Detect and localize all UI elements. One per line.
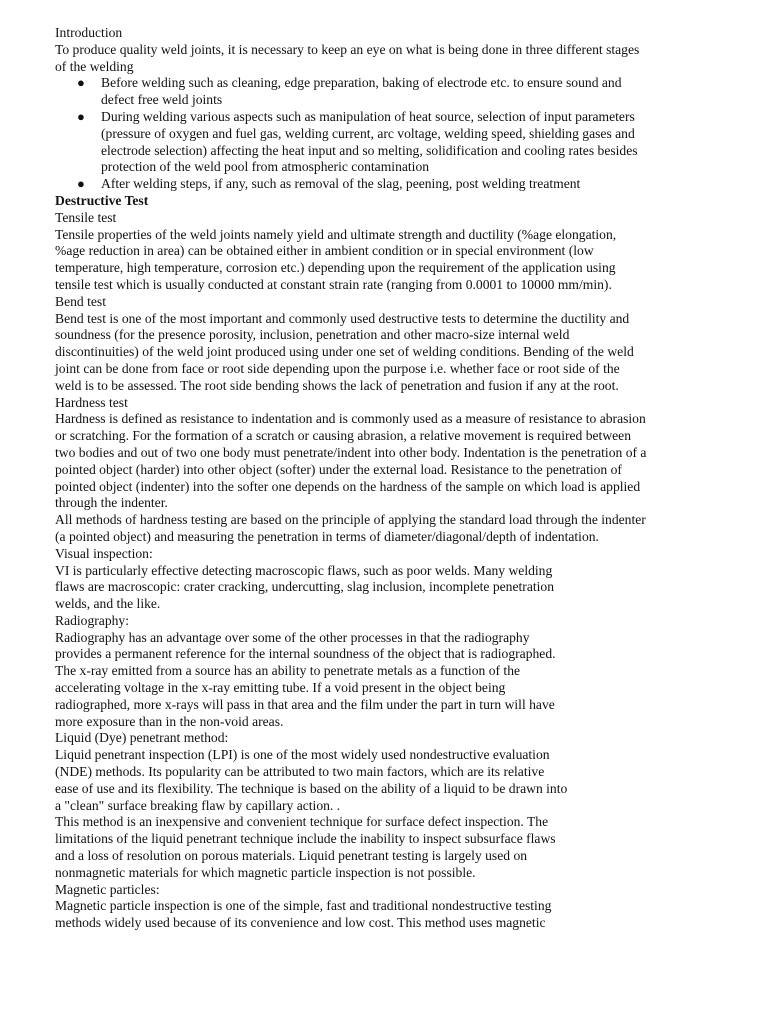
intro-heading: Introduction	[55, 25, 123, 40]
hardness-test-heading: Hardness test	[55, 394, 128, 410]
paragraph-line: and a loss of resolution on porous materials. Liquid penetrant testing is largely used on	[55, 848, 528, 864]
paragraph-line: Liquid penetrant inspection (LPI) is one of the most widely used nondestructive evaluation	[55, 747, 550, 763]
paragraph-line: through the indenter.	[55, 495, 168, 511]
paragraph-line: temperature, high temperature, corrosion etc.) depending upon the requirement of the application using	[55, 260, 616, 276]
paragraph-line: nonmagnetic materials for which magnetic particle inspection is not possible.	[55, 864, 476, 880]
paragraph-line: limitations of the liquid penetrant technique include the inability to inspect subsurface flaws	[55, 831, 556, 847]
paragraph-line: (NDE) methods. Its popularity can be attributed to two main factors, which are its relative	[55, 764, 545, 780]
paragraph-line: (a pointed object) and measuring the penetration in terms of diameter/diagonal/depth of indentation.	[55, 528, 599, 544]
paragraph-line: Radiography has an advantage over some of the other processes in that the radiography	[55, 629, 530, 645]
paragraph-line: tensile test which is usually conducted at constant strain rate (ranging from 0.0001 to 10000 mm/min).	[55, 276, 612, 292]
bullet-line: Before welding such as cleaning, edge preparation, baking of electrode etc. to ensure sound and	[101, 75, 622, 91]
paragraph-line: All methods of hardness testing are based on the principle of applying the standard load through the indenter	[55, 512, 646, 528]
intro-lead-line: To produce quality weld joints, it is necessary to keep an eye on what is being done in three different stages	[55, 41, 640, 57]
bullet-line: (pressure of oxygen and fuel gas, welding current, arc voltage, welding speed, shielding gases and	[101, 125, 635, 141]
tensile-test-heading: Tensile test	[55, 209, 117, 225]
paragraph-line: VI is particularly effective detecting macroscopic flaws, such as poor welds. Many welding	[55, 562, 553, 578]
paragraph-line: %age reduction in area) can be obtained either in ambient condition or in special environment (low	[55, 243, 594, 259]
paragraph-line: methods widely used because of its convenience and low cost. This method uses magnetic	[55, 915, 546, 931]
bullet-icon: ●	[77, 176, 85, 192]
paragraph-line: accelerating voltage in the x-ray emitting tube. If a void present in the object being	[55, 680, 506, 696]
paragraph-line: Bend test is one of the most important and commonly used destructive tests to determine the ductility and	[55, 310, 630, 326]
paragraph-line: soundness (for the presence porosity, inclusion, penetration and other macro-size internal weld	[55, 327, 570, 343]
paragraph-line: pointed object (harder) into other object (softer) under the external load. Resistance to the penetration of	[55, 461, 622, 477]
bullet-icon: ●	[77, 75, 85, 91]
paragraph-line: two bodies and out of two one body must penetrate/indent into other body. Indentation is the penetration of a	[55, 444, 647, 460]
paragraph-line: radiographed, more x-rays will pass in that area and the film under the part in turn will have	[55, 696, 555, 712]
visual-inspection-heading: Visual inspection:	[55, 545, 153, 561]
paragraph-line: more exposure than in the non-void areas.	[55, 713, 284, 729]
bullet-line: protection of the weld pool from atmospheric contamination	[101, 159, 430, 175]
document-page	[55, 25, 735, 932]
bullet-line: During welding various aspects such as manipulation of heat source, selection of input parameters	[101, 108, 635, 124]
bend-test-heading: Bend test	[55, 293, 106, 309]
paragraph-line: Tensile properties of the weld joints namely yield and ultimate strength and ductility (%age elongation,	[55, 226, 617, 242]
radiography-heading: Radiography:	[55, 612, 129, 628]
paragraph-line: Hardness is defined as resistance to indentation and is commonly used as a measure of resistance to abrasion	[55, 411, 646, 427]
paragraph-line: ease of use and its flexibility. The technique is based on the ability of a liquid to be drawn into	[55, 780, 568, 796]
bullet-icon: ●	[77, 108, 85, 124]
list-item	[55, 75, 735, 109]
magnetic-particles-heading: Magnetic particles:	[55, 881, 160, 897]
paragraph-line: welds, and the like.	[55, 596, 161, 612]
paragraph-line: a "clean" surface breaking flaw by capillary action. .	[55, 797, 341, 813]
bullet-line: After welding steps, if any, such as removal of the slag, peening, post welding treatment	[101, 176, 581, 192]
liquid-penetrant-heading: Liquid (Dye) penetrant method:	[55, 730, 229, 746]
paragraph-line: weld is to be assessed. The root side bending shows the lack of penetration and fusion if any at the root.	[55, 377, 619, 393]
bullet-line: electrode selection) affecting the heat input and so melting, solidification and cooling rates besides	[101, 142, 638, 158]
paragraph-line: or scratching. For the formation of a scratch or causing abrasion, a relative movement is required between	[55, 428, 632, 444]
intro-lead-line: of the welding	[55, 58, 134, 74]
paragraph-line: flaws are macroscopic: crater cracking, undercutting, slag inclusion, incomplete penetration	[55, 579, 554, 595]
bullet-line: defect free weld joints	[101, 92, 223, 108]
welding-stages-list	[55, 75, 735, 193]
paragraph-line: provides a permanent reference for the internal soundness of the object that is radiographed.	[55, 646, 556, 662]
paragraph-line: This method is an inexpensive and convenient technique for surface defect inspection. The	[55, 814, 549, 830]
list-item	[55, 176, 735, 193]
list-item	[55, 109, 735, 176]
paragraph-line: pointed object (indenter) into the softer one depends on the hardness of the sample on which load is applied	[55, 478, 641, 494]
paragraph-line: discontinuities) of the weld joint produced using under one set of welding conditions. Bending of the weld	[55, 344, 634, 360]
paragraph-line: joint can be done from face or root side depending upon the purpose i.e. whether face or root side of the	[55, 360, 620, 376]
paragraph-line: The x-ray emitted from a source has an ability to penetrate metals as a function of the	[55, 663, 521, 679]
destructive-test-heading: Destructive Test	[55, 192, 149, 208]
paragraph-line: Magnetic particle inspection is one of the simple, fast and traditional nondestructive testing	[55, 898, 552, 914]
